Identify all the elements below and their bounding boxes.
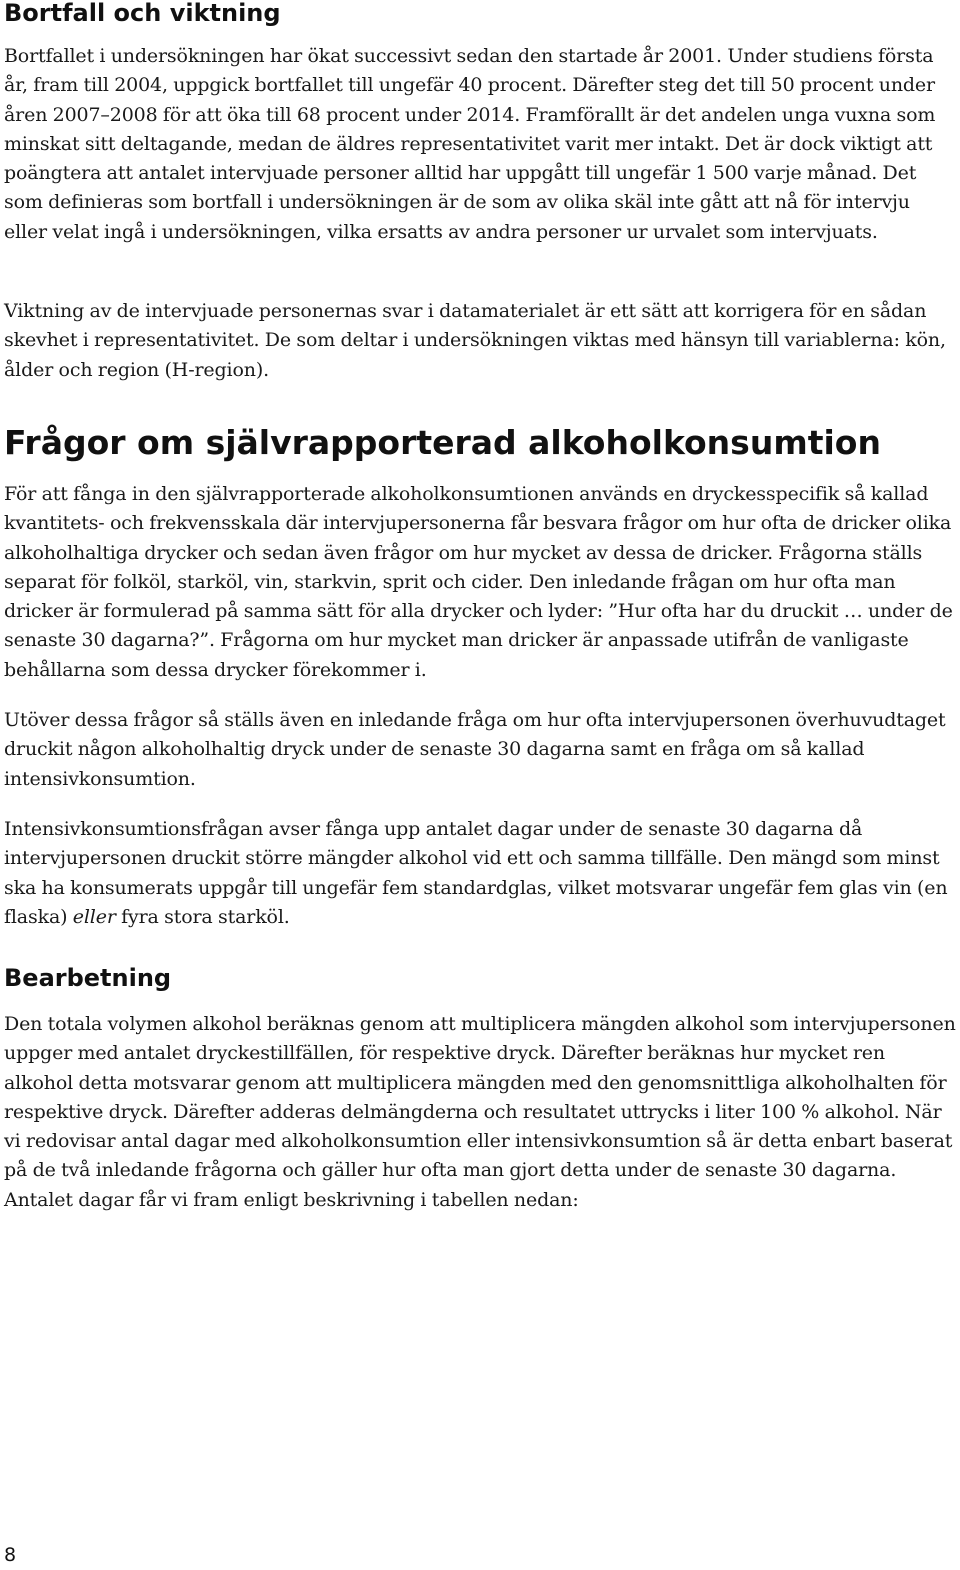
paragraph-intensivkonsumtion [4,815,956,932]
paragraph-bearbetning: Den totala volymen alkohol beräknas genom att multiplicera mängden alkohol som intervjupersonen uppger med antalet dryckestillfällen, för respektive dryck. Därefter beräknas hur mycket ren alkohol detta motsvarar genom att multiplicera mängden med den genomsnittliga alkoholhalten för respektive dryck. Därefter adderas delmängderna och resultatet uttrycks i liter 100 % alkohol. När vi redovisar antal dagar med alkoholkonsumtion eller intensivkonsumtion så är detta enbart baserat på de två inledande frågorna och gäller hur ofta man gjort detta under de senaste 30 dagarna. Antalet dagar får vi fram enligt beskrivning i tabellen nedan: [4,1013,956,1211]
page-number: 8 [4,1544,17,1566]
paragraph-fragor-2: Utöver dessa frågor så ställs även en inledande fråga om hur ofta intervjupersonen överhuvudtaget druckit någon alkoholhaltig dryck under de senaste 30 dagarna samt en fråga om så kallad intensivkonsumtion. [4,709,946,790]
paragraph-viktning: Viktning av de intervjuade personernas svar i datamaterialet är ett sätt att korrigera för en sådan skevhet i representativitet. De som deltar i undersökningen viktas med hänsyn till variablerna: kön, ålder och region (H-region). [4,300,946,381]
paragraph-intensivkonsumtion-part1: Intensivkonsumtionsfrågan avser fånga upp antalet dagar under de senaste 30 dagarna då intervjupersonen druckit större mängder alkohol vid ett och samma tillfälle. Den mängd som minst ska ha konsumerats uppgår till ungefär fem standardglas, vilket motsvarar ungefär fem glas vin (en flaska) [4,818,948,928]
section-heading-fragor: Frågor om självrapporterad alkoholkonsumtion [4,423,881,462]
section-heading-bortfall: Bortfall och viktning [4,0,281,27]
paragraph-bortfall-1: Bortfallet i undersökningen har ökat successivt sedan den startade år 2001. Under studiens första år, fram till 2004, uppgick bortfallet till ungefär 40 procent. Därefter steg det till 50 procent under åren 2007–2008 för att öka till 68 procent under 2014. Framförallt är det andelen unga vuxna som minskat sitt deltagande, medan de äldres representativitet varit mer intakt. Det är dock viktigt att poängtera att antalet intervjuade personer alltid har uppgått till ungefär 1 500 varje månad. Det som definieras som bortfall i undersökningen är de som av olika skäl inte gått att nå för intervju eller velat ingå i undersökningen, vilka ersatts av andra personer ur urvalet som intervjuats. [4,45,936,243]
emphasis-eller: eller [72,905,116,928]
paragraph-fragor-1: För att fånga in den självrapporterade alkoholkonsumtionen används en dryckesspecifik så kallad kvantitets- och frekvensskala där intervjupersonerna får besvara frågor om hur ofta de dricker olika alkoholhaltiga drycker och sedan även frågor om hur mycket av dessa de dricker. Frågorna ställs separat för folköl, starköl, vin, starkvin, sprit och cider. Den inledande frågan om hur ofta man dricker är formulerad på samma sätt för alla drycker och lyder: ”Hur ofta har du druckit … under de senaste 30 dagarna?”. Frågorna om hur mycket man dricker är anpassade utifrån de vanligaste behållarna som dessa drycker förekommer i. [4,483,953,681]
section-heading-bearbetning: Bearbetning [4,964,172,992]
paragraph-intensivkonsumtion-part2: fyra stora starköl. [115,905,290,928]
